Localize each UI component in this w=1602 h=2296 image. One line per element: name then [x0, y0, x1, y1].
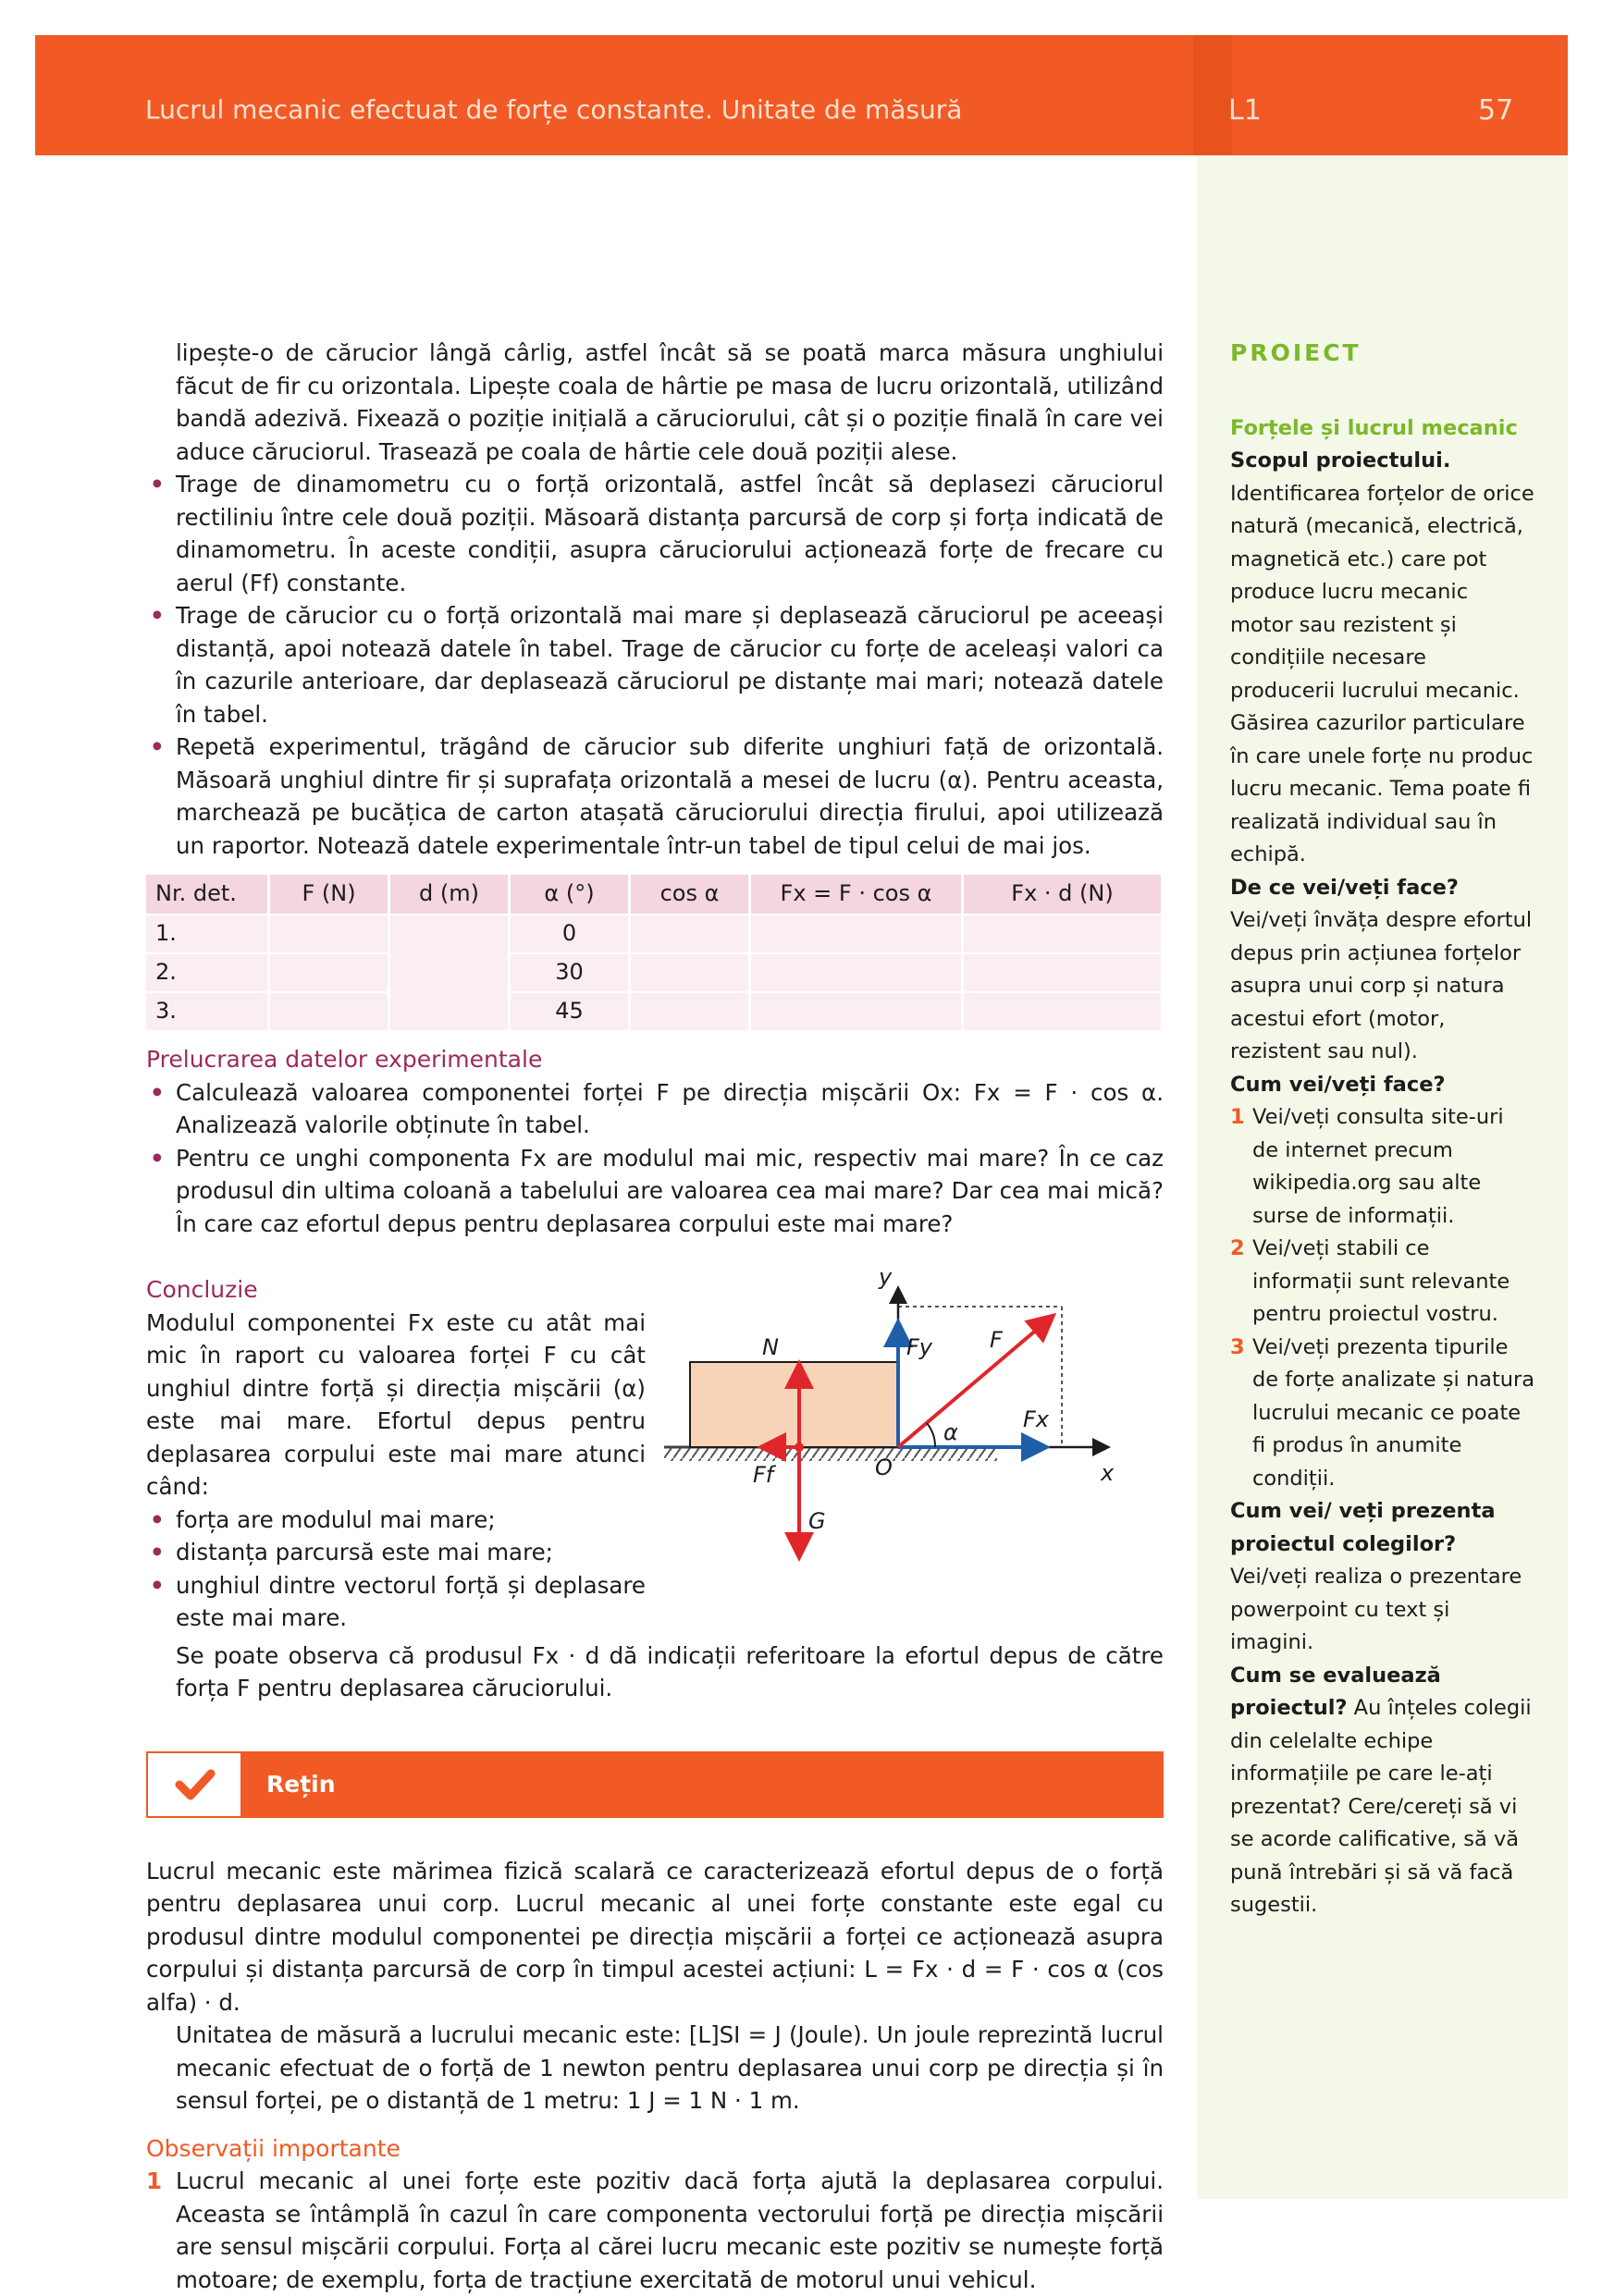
conclusion-after: Se poate observa că produsul Fx · d dă indicații referitoare la efortul depus de către forța F pentru deplasarea căruciorului.: [176, 1641, 1164, 1701]
step-item: [1230, 1101, 1535, 1233]
retin-checkbox: [146, 1751, 242, 1818]
conclusion-text-block: [146, 1307, 646, 1635]
observations-heading: Observații importante: [146, 2134, 400, 2162]
eval-label: Cum se evaluează proiectul?: [1230, 1663, 1441, 1720]
column-header: Fx · d (N): [964, 875, 1164, 914]
cell-empty: [964, 914, 1164, 952]
cell-empty: [390, 914, 511, 1030]
procedure-step: • Trage de dinamometru cu o forță orizontală, astfel încât să deplasezi căruciorul rectiliniu între cele două poziții. Măsoară distanța parcursă de corp și forța indicată de dinamometru. În aceste condiții, asupra căruciorului acționează forțe de frecare cu aerul (Ff) constante.: [146, 468, 1164, 599]
cell-empty: [270, 952, 390, 991]
step-text: Vei/veți prezenta tipurile de forțe analizate și natura lucrului mecanic ce poate fi produs în anumite condiții.: [1252, 1334, 1535, 1491]
table-row: [146, 991, 1164, 1030]
cell-alpha: 45: [511, 991, 631, 1030]
step-item: [1230, 1233, 1535, 1332]
ground-hatch: [664, 1448, 997, 1461]
eval-text: Au înțeles colegii din celelalte echipe informațiile pe care le-ați prezentat? Cere/cereți să vi se acorde calificative, să vă pună întrebări și să vă facă sugestii.: [1230, 1696, 1532, 1917]
observations-list: [146, 2165, 1164, 2296]
column-header: α (°): [511, 875, 631, 914]
cell-empty: [964, 991, 1164, 1030]
page-number: 57: [1478, 94, 1514, 127]
how-label: Cum vei/veți face?: [1230, 1072, 1446, 1097]
table-header-row: [146, 875, 1164, 914]
label-alpha: α: [943, 1418, 958, 1445]
label-ff: Ff: [753, 1461, 774, 1488]
table-row: [146, 952, 1164, 991]
sidebar-subtitle: Forțele și lucrul mecanic: [1230, 415, 1518, 440]
page-header: [35, 35, 1568, 155]
unit-paragraph: Unitatea de măsură a lucrului mecanic este: [L]SI = J (Joule). Un joule reprezintă lucrul mecanic efectuat de o forță de 1 newton pentru deplasarea unui corp pe direcția și în sensul forței, pe o distanță de 1 metru: 1 J = 1 N · 1 m.: [176, 2021, 1164, 2114]
processing-heading: Prelucrarea datelor experimentale: [146, 1046, 543, 1073]
column-header: Fx = F · cos α: [751, 875, 964, 914]
sidebar-title: PROIECT: [1230, 339, 1362, 366]
cell-alpha: 30: [511, 952, 631, 991]
label-y: y: [879, 1263, 893, 1290]
table-row: [146, 914, 1164, 952]
procedure-step: • Repetă experimentul, trăgând de cărucior sub diferite unghiuri față de orizontală. Măsoară unghiul dintre fir și suprafața orizontală a mesei de lucru (α). Pentru aceasta, marchează pe bucățica de carton atașată căruciorului direcția firului, apoi utilizează un raportor. Notează datele experimentale într-un tabel de tipul celui de mai jos.: [146, 731, 1164, 862]
step-text: Vei/veți consulta site-uri de internet precum wikipedia.org sau alte surse de informații.: [1252, 1105, 1504, 1228]
conclusion-list: [146, 1504, 646, 1635]
label-x: x: [1101, 1459, 1115, 1486]
check-icon: [148, 1753, 240, 1816]
step-number: 3: [1230, 1334, 1245, 1359]
what-text: Vei/veți învăța despre efortul depus prin acțiunea forțelor asupra unui corp și natura acestui efort (motor, rezistent sau nul).: [1230, 908, 1533, 1063]
conclusion-heading: Concluzie: [146, 1276, 258, 1303]
present-text: Vei/veți realiza o prezentare powerpoint cu text și imagini.: [1230, 1565, 1522, 1654]
processing-item: • Calculează valoarea componentei forței F pe direcția mișcării Ox: Fx = F · cos α. Analizează valorile obținute în tabel.: [146, 1076, 1164, 1142]
experiment-table: [146, 875, 1164, 1030]
label-fy: Fy: [906, 1333, 933, 1360]
conclusion-item: • distanța parcursă este mai mare;: [146, 1536, 646, 1569]
label-origin: O: [875, 1454, 893, 1480]
project-sidebar: [1230, 337, 1535, 1922]
cell-empty: [751, 991, 964, 1030]
present-label: Cum vei/ veți prezenta proiectul colegilor?: [1230, 1499, 1496, 1556]
definition-paragraph: Lucrul mecanic este mărimea fizică scalară ce caracterizează efortul depus de o forță pentru deplasarea unui corp. Lucrul mecanic al unei forțe constante este egal cu produsul dintre modulul componentei pe direcția mișcării a forței ce acționează asupra corpului și distanța parcursă de corp în timpul acestei acțiuni: L = Fx · d = F · cos α (cos alfa) · d.: [146, 1857, 1164, 2016]
step-number: 1: [1230, 1105, 1245, 1129]
cell-nr: 1.: [146, 914, 270, 952]
column-header: cos α: [631, 875, 751, 914]
goal-label: Scopul proiectului.: [1230, 448, 1451, 473]
force-diagram: [664, 1251, 1145, 1639]
label-g: G: [808, 1507, 826, 1534]
application-point: [795, 1443, 804, 1452]
angle-arc: [927, 1423, 935, 1447]
conclusion-item: • unghiul dintre vectorul forță și deplasare este mai mare.: [146, 1569, 646, 1635]
what-label: De ce vei/veți face?: [1230, 875, 1459, 900]
step-number: 2: [1230, 1236, 1245, 1260]
intro-continuation: lipește-o de cărucior lângă cârlig, astfel încât să se poată marca măsura unghiului făcut de fir cu orizontala. Lipește coala de hârtie pe masa de lucru orizontală, utilizând bandă adezivă. Fixează o poziție inițială a căruciorului, cât și o poziție finală în care vei aduce căruciorul. Trasează pe coala de hârtie cele două poziții alese.: [176, 339, 1164, 465]
cell-nr: 2.: [146, 952, 270, 991]
observation-text: Lucrul mecanic al unei forțe este pozitiv dacă forța ajută la deplasarea corpului. Aceasta se întâmplă în cazul în care componenta vectorului forță pe direcția mișcării are sensul mișcării corpului. Forța al cărei lucru mecanic este pozitiv se numește forță motoare; de exemplu, forța de tracțiune exercitată de motorul unui vehicul.: [176, 2167, 1164, 2293]
cell-empty: [751, 914, 964, 952]
processing-item: • Pentru ce unghi componenta Fx are modulul mai mic, respectiv mai mare? În ce caz produsul din ultima coloană a tabelului are valoarea cea mai mare? Dar cea mai mică? În care caz efortul depus pentru deplasarea corpului este mai mare?: [146, 1142, 1164, 1241]
observation-item: [146, 2165, 1164, 2296]
procedure-list: [146, 468, 1164, 862]
observation-number: 1: [146, 2167, 163, 2194]
header-title: Lucrul mecanic efectuat de forțe constante. Unitate de măsură: [145, 94, 963, 125]
cell-empty: [751, 952, 964, 991]
cell-empty: [964, 952, 1164, 991]
conclusion-text: Modulul componentei Fx este cu atât mai mic în raport cu valoarea forței F cu cât unghiul dintre forță și direcția mișcării (α) este mai mare. Efortul depus pentru deplasarea corpului este mai mare atunci când:: [146, 1308, 646, 1500]
retin-banner: [146, 1751, 1164, 1818]
retin-label: Rețin: [266, 1770, 336, 1798]
cell-empty: [270, 914, 390, 952]
cell-alpha: 0: [511, 914, 631, 952]
block: [690, 1362, 898, 1447]
conclusion-item: • forța are modulul mai mare;: [146, 1504, 646, 1537]
processing-list: [146, 1076, 1164, 1241]
header-lesson: L1: [1228, 94, 1262, 127]
column-header: d (m): [390, 875, 511, 914]
cell-empty: [631, 952, 751, 991]
label-n: N: [762, 1333, 779, 1360]
main-column: [146, 337, 1164, 2296]
label-fx: Fx: [1023, 1406, 1050, 1432]
goal-text: Identificarea forțelor de orice natură (mecanică, electrică, magnetică etc.) care pot produce lucru mecanic motor sau rezistent și condițiile necesare producerii lucrului mecanic. Găsirea cazurilor particulare în care unele forțe nu produc lucru mecanic. Tema poate fi realizată individual sau în echipă.: [1230, 481, 1534, 866]
cell-empty: [631, 991, 751, 1030]
cell-empty: [270, 991, 390, 1030]
step-text: Vei/veți stabili ce informații sunt relevante pentru proiectul vostru.: [1252, 1236, 1510, 1326]
label-f: F: [990, 1326, 1003, 1353]
header-separator: [1193, 35, 1232, 155]
procedure-step: • Trage de cărucior cu o forță orizontală mai mare și deplasează căruciorul pe aceeași distanță, apoi notează datele în tabel. Trage de cărucior cu forțe de aceleași valori ca în cazurile anterioare, dar deplasează căruciorul pe distanțe mai mari; notează datele în tabel.: [146, 599, 1164, 731]
column-header: F (N): [270, 875, 390, 914]
cell-empty: [631, 914, 751, 952]
step-item: [1230, 1332, 1535, 1496]
column-header: Nr. det.: [146, 875, 270, 914]
cell-nr: 3.: [146, 991, 270, 1030]
